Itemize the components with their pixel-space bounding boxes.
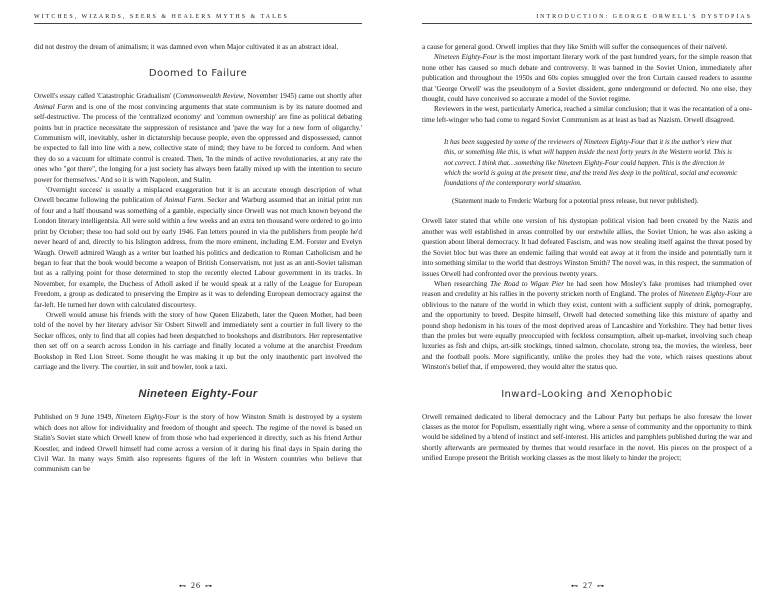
paragraph: Reviewers in the west, particularly America, reached a similar conclusion; that it was the recantation of a one-time left-winger who had come to regard Soviet Communism as at least as bad as Nazism. Orwell disagreed.	[422, 105, 752, 124]
text-run: . Secker and Warburg assumed that an initial print run of four and a half thousand was something of a gamble, especially since Orwell was not much known beyond the London literary intelligentsia. All were sold within a few weeks and an extra ten thousand were ordered to go into print by October; these too had sold out by early 1946. Fan letters poured in via the publishers from people he'd never heard of and, directly to his Islington address, from the more eminent, including E.M. Forster and Evelyn Waugh. Orwell admired Waugh as a writer but loathed his politics and dedication to Roman Catholicism and he began to fear that the book would become a weapon of British Conservatism, not just as an anti-Soviet talisman but as a rallying point for those determined to stop the recently elected Labour government in its tracks. In November, for example, the Duchess of Atholl asked if he would speak at a rally of the League for European Freedom, a group as dedicated to preserving the Empire as it was to defending European democracy against the far-left. He turned her down with calculated discourtesy.	[34, 196, 362, 309]
italic-title: Commonwealth Review	[175, 92, 244, 101]
text-run: Orwell's essay called 'Catastrophic Gradualism' (	[34, 92, 176, 101]
ornament-icon: ⊶	[205, 582, 213, 590]
paragraph: a cause for general good. Orwell implies that they like Smith will suffer the consequences of their naïveté.	[422, 43, 728, 51]
page-number-value: 26	[191, 581, 201, 590]
text-run: When researching	[434, 279, 491, 288]
page-number	[0, 581, 392, 590]
text-run: is the story of how Winston Smith is destroyed by a system which does not allow for individuality and freedom of thought and speech. The regime of the novel is based on Stalin's Soviet state which Orwell knew of from those who had experienced it directly, such as his friend Arthur Koestler, and indeed Orwell himself had come across a version of it during his final days in Spain during the Civil War. In many ways Smith also represents figures of the left in Western countries who believe that communism can be	[34, 413, 363, 474]
paragraph: Orwell later stated that while one version of his dystopian political vision had been created by the Nazis and another was well established in areas controlled by our erstwhile allies, the Soviet Union, he was also asking a question about liberal democracy. It had defeated Fascism, and was now stealing itself against the threat posed by the Soviet bloc but was there an endemic failing that would eat away at it from the inside and potentially turn it into something similar to the world that destroys Winston Smith? The novel was, in this respect, the summation of issues Orwell had confronted over the previous twenty years.	[422, 217, 752, 278]
italic-title: Nineteen Eighty-Four	[434, 53, 498, 62]
paragraph: did not destroy the dream of animalism; it was damned even when Major cultivated it as an abstract ideal.	[34, 43, 339, 51]
text-run: and is one of the most convincing arguments that state communism is by its nature doomed and self-destructive. The process of the 'centralized economy' and 'common ownership' are fine as political debating points but in practice necessitate the suppression of resistance and 'pave the way for a new form of oligarchy.' Communism will, inevitably, usher in dictatorship because people, even the oppressed and dispossessed, cannot be expected to fall into line with a new, collective state of mind; they have to be forced to conform. And when they do so a vacuum for ultimate control is created. Then, 'In the minds of active revolutionaries, at any rate the ones who "got there", the longing for a just society has always been fatally mixed up with the intention to secure power for themselves.' And so it is with Napoleon, and Stalin.	[34, 102, 363, 184]
paragraph	[34, 185, 362, 310]
quote-attribution: (Statement made to Frederic Warburg for a potential press release, but never published).	[452, 197, 699, 206]
block-quote: It has been suggested by some of the reviewers of Nineteen Eighty-Four that it is the author's view that this, or something like this, is what will happen inside the next forty years in the Western world. This is not correct. I think that…something like Nineteen Eighty-Four could happen. This is the direction in which the world is going at the present time, and the trend lies deep in the political, social and economic foundations of the contemporary world situation.	[444, 138, 738, 188]
italic-title: Nineteen Eighty-Four	[678, 290, 742, 299]
paragraph	[34, 412, 362, 474]
spacer	[422, 206, 752, 216]
italic-title: The Road to Wigan Pier	[490, 279, 564, 288]
ornament-icon: ⊶	[597, 582, 605, 590]
text-run: , November 1945) came out shortly after	[243, 92, 362, 101]
page-content	[34, 42, 362, 475]
paragraph	[422, 279, 752, 373]
text-run: is the most important literary work of the past hundred years, for the simple reason that none other has caused so much debate and controversy. It was banned in the Soviet Union, immediately after publication and throughout the 1950s and 60s copies smuggled over the Iron Curtain caused readers to assume that 'George Orwell' was the pseudonym of a Soviet dissident, gone underground or defected. No one else, they thought, could have conceived so accurate a model of the Soviet regime.	[422, 53, 752, 104]
section-heading: Inward-Looking and Xenophobic	[501, 388, 673, 400]
italic-title: Nineteen Eighty-Four	[115, 413, 180, 422]
page-number	[392, 581, 784, 590]
ornament-icon: ⊷	[179, 582, 187, 590]
running-header: INTRODUCTION: GEORGE ORWELL'S DYSTOPIAS	[422, 14, 752, 24]
text-run: 'Overnight success' is usually a misplaced exaggeration but it is an accurate enough description of what Orwell became following the publication of	[34, 186, 362, 205]
italic-title: Animal Farm	[164, 196, 204, 205]
page-content	[422, 42, 752, 464]
italic-title: Animal Farm	[34, 102, 74, 111]
paragraph: Orwell would amuse his friends with the story of how Queen Elizabeth, later the Queen Mother, had been told of the novel by her literary advisor Sir Osbert Sitwell and immediately sent a courtier in full livery to the Secker offices, only to find that all copies had been despatched to bookshops and distributors. Her representative then set off on a search across London in his carriage and finally located a volume at the anarchist Freedom Bookshop in Red Lion Street. Some thought he was making it up but the only inauthentic part involved the carriage and the livery. The courtier, in suit and bowler, took a taxi.	[34, 310, 362, 371]
paragraph: Orwell remained dedicated to liberal democracy and the Labour Party but perhaps he also foresaw the lower classes as the motor for Populism, essentially right wing, where a sense of community and the opportunity to think would be sidelined by a blend of instinct and self-interest. His articles and pamphlets published during the war and shortly afterwards are permeated by themes that would resurface in the novel. His pieces on the prospect of a unified Europe present the British working classes as the most likely to hinder the project;	[422, 412, 752, 463]
paragraph	[34, 91, 362, 185]
ornament-icon: ⊷	[571, 582, 579, 590]
paragraph	[422, 52, 752, 104]
page-number-value: 27	[583, 581, 593, 590]
right-page	[392, 0, 784, 600]
section-heading: Nineteen Eighty-Four	[138, 388, 258, 401]
running-header: WITCHES, WIZARDS, SEERS & HEALERS MYTHS & TALES	[34, 14, 362, 24]
text-run: he had seen how Mosley's fake promises had triumphed over reason and credulity at his rallies in the poverty stricken north of England. The proles of	[422, 279, 752, 299]
text-run: Published on 9 June 1949,	[34, 413, 116, 422]
text-run: are oblivious to the nature of the world in which they exist, content with a sufficient supply of drink, pornography, and the opportunity to breed. Despite himself, Orwell had detected something like this mixture of apathy and pound shop hedonism in his tours of the most deprived areas of Lancashire and Yorkshire. They had better lives than the proles but were equally preoccupied with feckless consumption, albeit up-market, involving such cheap luxuries as fish and chips, art-silk stockings, tinned salmon, chocolate, strong tea, the movies, the wireless, beer and the football pools. More significantly, unlike the proles they had the vote, which raises questions about Winston's belief that, if empowered, they would alter the status quo.	[422, 290, 752, 372]
section-heading: Doomed to Failure	[148, 68, 248, 80]
